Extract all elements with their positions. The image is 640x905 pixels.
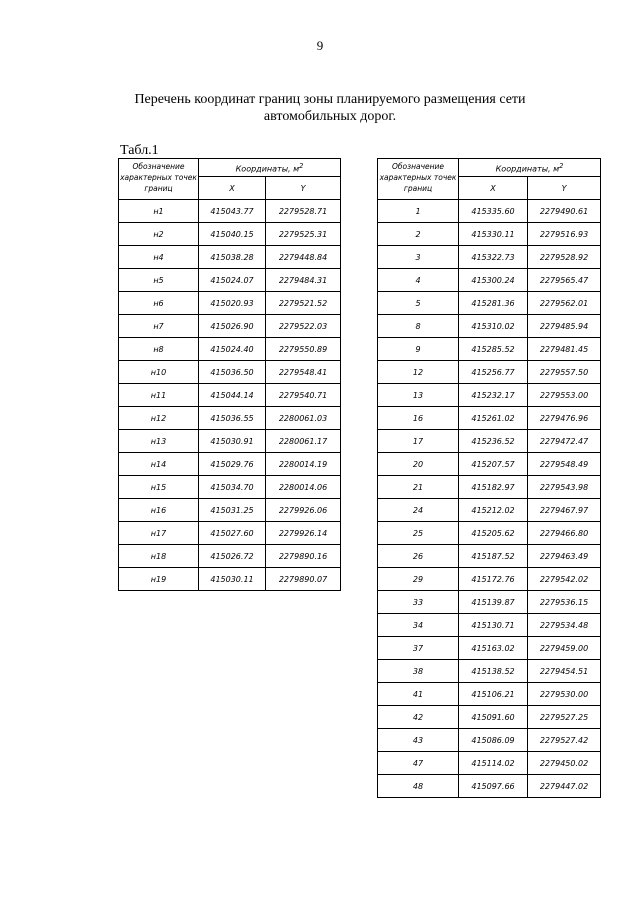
x-coordinate-cell: 415106.21: [459, 683, 528, 706]
header-coordinates: [199, 159, 341, 177]
y-coordinate-cell: 2279890.07: [266, 568, 341, 591]
point-name-cell: 43: [378, 729, 459, 752]
table-row: [378, 361, 601, 384]
y-coordinate-cell: 2279528.92: [528, 246, 601, 269]
y-coordinate-cell: 2279926.14: [266, 522, 341, 545]
point-name-cell: 3: [378, 246, 459, 269]
table-row: [378, 338, 601, 361]
point-name-cell: 16: [378, 407, 459, 430]
point-name-cell: н8: [119, 338, 199, 361]
y-coordinate-cell: 2279490.61: [528, 200, 601, 223]
header-coordinates-unit-exponent: 2: [559, 161, 564, 170]
x-coordinate-cell: 415027.60: [199, 522, 266, 545]
x-coordinate-cell: 415029.76: [199, 453, 266, 476]
point-name-cell: 24: [378, 499, 459, 522]
point-name-cell: 13: [378, 384, 459, 407]
point-name-cell: 29: [378, 568, 459, 591]
point-name-cell: 26: [378, 545, 459, 568]
x-coordinate-cell: 415205.62: [459, 522, 528, 545]
table-row: [378, 775, 601, 798]
x-coordinate-cell: 415322.73: [459, 246, 528, 269]
y-coordinate-cell: 2279530.00: [528, 683, 601, 706]
header-x: X: [199, 177, 266, 200]
point-name-cell: н2: [119, 223, 199, 246]
table-row: [378, 568, 601, 591]
table-row: [378, 660, 601, 683]
y-coordinate-cell: 2280061.17: [266, 430, 341, 453]
table-row: [378, 476, 601, 499]
table-row: [378, 200, 601, 223]
point-name-cell: 4: [378, 269, 459, 292]
y-coordinate-cell: 2279525.31: [266, 223, 341, 246]
x-coordinate-cell: 415114.02: [459, 752, 528, 775]
table-row: [119, 499, 341, 522]
y-coordinate-cell: 2279534.48: [528, 614, 601, 637]
table-row: [378, 499, 601, 522]
x-coordinate-cell: 415163.02: [459, 637, 528, 660]
table-row: [378, 430, 601, 453]
table-row: [378, 637, 601, 660]
y-coordinate-cell: 2279481.45: [528, 338, 601, 361]
header-y: Y: [528, 177, 601, 200]
table-row: [378, 614, 601, 637]
y-coordinate-cell: 2279476.96: [528, 407, 601, 430]
y-coordinate-cell: 2279521.52: [266, 292, 341, 315]
point-name-cell: 48: [378, 775, 459, 798]
table-row: [378, 522, 601, 545]
point-name-cell: н11: [119, 384, 199, 407]
table-row: [119, 522, 341, 545]
table-row: [119, 545, 341, 568]
y-coordinate-cell: 2279516.93: [528, 223, 601, 246]
y-coordinate-cell: 2279562.01: [528, 292, 601, 315]
table-row: [378, 683, 601, 706]
table-row: [119, 384, 341, 407]
y-coordinate-cell: 2279466.80: [528, 522, 601, 545]
x-coordinate-cell: 415026.90: [199, 315, 266, 338]
x-coordinate-cell: 415034.70: [199, 476, 266, 499]
point-name-cell: 33: [378, 591, 459, 614]
y-coordinate-cell: 2279550.89: [266, 338, 341, 361]
y-coordinate-cell: 2279448.84: [266, 246, 341, 269]
x-coordinate-cell: 415207.57: [459, 453, 528, 476]
y-coordinate-cell: 2279527.25: [528, 706, 601, 729]
table-row: [378, 706, 601, 729]
point-name-cell: н1: [119, 200, 199, 223]
point-name-cell: н19: [119, 568, 199, 591]
point-name-cell: н12: [119, 407, 199, 430]
x-coordinate-cell: 415236.52: [459, 430, 528, 453]
point-name-cell: 34: [378, 614, 459, 637]
title-line-2: автомобильных дорог.: [263, 109, 397, 124]
y-coordinate-cell: 2279459.00: [528, 637, 601, 660]
point-name-cell: 41: [378, 683, 459, 706]
x-coordinate-cell: 415044.14: [199, 384, 266, 407]
table-row: [378, 315, 601, 338]
point-name-cell: н13: [119, 430, 199, 453]
point-name-cell: 25: [378, 522, 459, 545]
x-coordinate-cell: 415256.77: [459, 361, 528, 384]
point-name-cell: 21: [378, 476, 459, 499]
x-coordinate-cell: 415138.52: [459, 660, 528, 683]
point-name-cell: н15: [119, 476, 199, 499]
y-coordinate-cell: 2279485.94: [528, 315, 601, 338]
y-coordinate-cell: 2279543.98: [528, 476, 601, 499]
point-name-cell: 12: [378, 361, 459, 384]
point-name-cell: н5: [119, 269, 199, 292]
point-name-cell: 9: [378, 338, 459, 361]
x-coordinate-cell: 415130.71: [459, 614, 528, 637]
document-title: [120, 91, 540, 125]
point-name-cell: 37: [378, 637, 459, 660]
point-name-cell: 2: [378, 223, 459, 246]
table-row: [119, 476, 341, 499]
table-row: [119, 223, 341, 246]
x-coordinate-cell: 415139.87: [459, 591, 528, 614]
y-coordinate-cell: 2279527.42: [528, 729, 601, 752]
x-coordinate-cell: 415024.40: [199, 338, 266, 361]
table-row: [378, 269, 601, 292]
x-coordinate-cell: 415232.17: [459, 384, 528, 407]
y-coordinate-cell: 2279557.50: [528, 361, 601, 384]
header-coordinates: [459, 159, 601, 177]
table-row: [378, 292, 601, 315]
x-coordinate-cell: 415020.93: [199, 292, 266, 315]
x-coordinate-cell: 415300.24: [459, 269, 528, 292]
x-coordinate-cell: 415097.66: [459, 775, 528, 798]
table-row: [119, 292, 341, 315]
title-line-1: Перечень координат границ зоны планируемого размещения сети: [134, 92, 526, 107]
point-name-cell: 47: [378, 752, 459, 775]
x-coordinate-cell: 415335.60: [459, 200, 528, 223]
point-name-cell: н17: [119, 522, 199, 545]
y-coordinate-cell: 2279540.71: [266, 384, 341, 407]
header-coordinates-unit-exponent: 2: [299, 161, 304, 170]
x-coordinate-cell: 415330.11: [459, 223, 528, 246]
y-coordinate-cell: 2279454.51: [528, 660, 601, 683]
y-coordinate-cell: 2279565.47: [528, 269, 601, 292]
header-y: Y: [266, 177, 341, 200]
table-row: [378, 545, 601, 568]
point-name-cell: 38: [378, 660, 459, 683]
table-row: [378, 752, 601, 775]
y-coordinate-cell: 2279890.16: [266, 545, 341, 568]
y-coordinate-cell: 2279528.71: [266, 200, 341, 223]
table-row: [119, 430, 341, 453]
table-row: [119, 361, 341, 384]
point-name-cell: 17: [378, 430, 459, 453]
table-row: [378, 453, 601, 476]
x-coordinate-cell: 415026.72: [199, 545, 266, 568]
header-point-name: Обозначение характерных точек границ: [119, 159, 199, 200]
x-coordinate-cell: 415038.28: [199, 246, 266, 269]
x-coordinate-cell: 415182.97: [459, 476, 528, 499]
table-row: [119, 338, 341, 361]
table-row: [378, 246, 601, 269]
x-coordinate-cell: 415036.50: [199, 361, 266, 384]
point-name-cell: н7: [119, 315, 199, 338]
table-row: [119, 246, 341, 269]
y-coordinate-cell: 2279522.03: [266, 315, 341, 338]
point-name-cell: 1: [378, 200, 459, 223]
x-coordinate-cell: 415030.11: [199, 568, 266, 591]
table-label: Табл.1: [120, 143, 159, 158]
point-name-cell: н4: [119, 246, 199, 269]
y-coordinate-cell: 2280014.06: [266, 476, 341, 499]
table-row: [378, 223, 601, 246]
y-coordinate-cell: 2279548.41: [266, 361, 341, 384]
point-name-cell: 42: [378, 706, 459, 729]
coordinates-table-right: [377, 158, 601, 798]
header-x: X: [459, 177, 528, 200]
header-coordinates-label: Координаты, м: [235, 164, 300, 174]
y-coordinate-cell: 2279463.49: [528, 545, 601, 568]
y-coordinate-cell: 2280061.03: [266, 407, 341, 430]
y-coordinate-cell: 2279447.02: [528, 775, 601, 798]
x-coordinate-cell: 415086.09: [459, 729, 528, 752]
x-coordinate-cell: 415172.76: [459, 568, 528, 591]
x-coordinate-cell: 415036.55: [199, 407, 266, 430]
y-coordinate-cell: 2279542.02: [528, 568, 601, 591]
table-row: [378, 591, 601, 614]
x-coordinate-cell: 415285.52: [459, 338, 528, 361]
x-coordinate-cell: 415043.77: [199, 200, 266, 223]
table-row: [119, 315, 341, 338]
table-row: [119, 269, 341, 292]
table-row: [119, 568, 341, 591]
y-coordinate-cell: 2279467.97: [528, 499, 601, 522]
y-coordinate-cell: 2280014.19: [266, 453, 341, 476]
table-row: [378, 729, 601, 752]
y-coordinate-cell: 2279548.49: [528, 453, 601, 476]
y-coordinate-cell: 2279484.31: [266, 269, 341, 292]
y-coordinate-cell: 2279926.06: [266, 499, 341, 522]
x-coordinate-cell: 415187.52: [459, 545, 528, 568]
y-coordinate-cell: 2279536.15: [528, 591, 601, 614]
table-row: [119, 407, 341, 430]
x-coordinate-cell: 415031.25: [199, 499, 266, 522]
x-coordinate-cell: 415261.02: [459, 407, 528, 430]
table-row: [378, 384, 601, 407]
coordinates-table-left: [118, 158, 341, 591]
point-name-cell: 5: [378, 292, 459, 315]
x-coordinate-cell: 415040.15: [199, 223, 266, 246]
point-name-cell: н18: [119, 545, 199, 568]
y-coordinate-cell: 2279450.02: [528, 752, 601, 775]
table-row: [119, 200, 341, 223]
point-name-cell: 8: [378, 315, 459, 338]
point-name-cell: н14: [119, 453, 199, 476]
header-point-name: Обозначение характерных точек границ: [378, 159, 459, 200]
x-coordinate-cell: 415281.36: [459, 292, 528, 315]
point-name-cell: 20: [378, 453, 459, 476]
x-coordinate-cell: 415091.60: [459, 706, 528, 729]
point-name-cell: н10: [119, 361, 199, 384]
point-name-cell: н6: [119, 292, 199, 315]
x-coordinate-cell: 415024.07: [199, 269, 266, 292]
x-coordinate-cell: 415310.02: [459, 315, 528, 338]
table-row: [119, 453, 341, 476]
page-number: 9: [316, 38, 324, 53]
y-coordinate-cell: 2279472.47: [528, 430, 601, 453]
table-row: [378, 407, 601, 430]
x-coordinate-cell: 415030.91: [199, 430, 266, 453]
header-coordinates-label: Координаты, м: [495, 164, 560, 174]
y-coordinate-cell: 2279553.00: [528, 384, 601, 407]
x-coordinate-cell: 415212.02: [459, 499, 528, 522]
point-name-cell: н16: [119, 499, 199, 522]
